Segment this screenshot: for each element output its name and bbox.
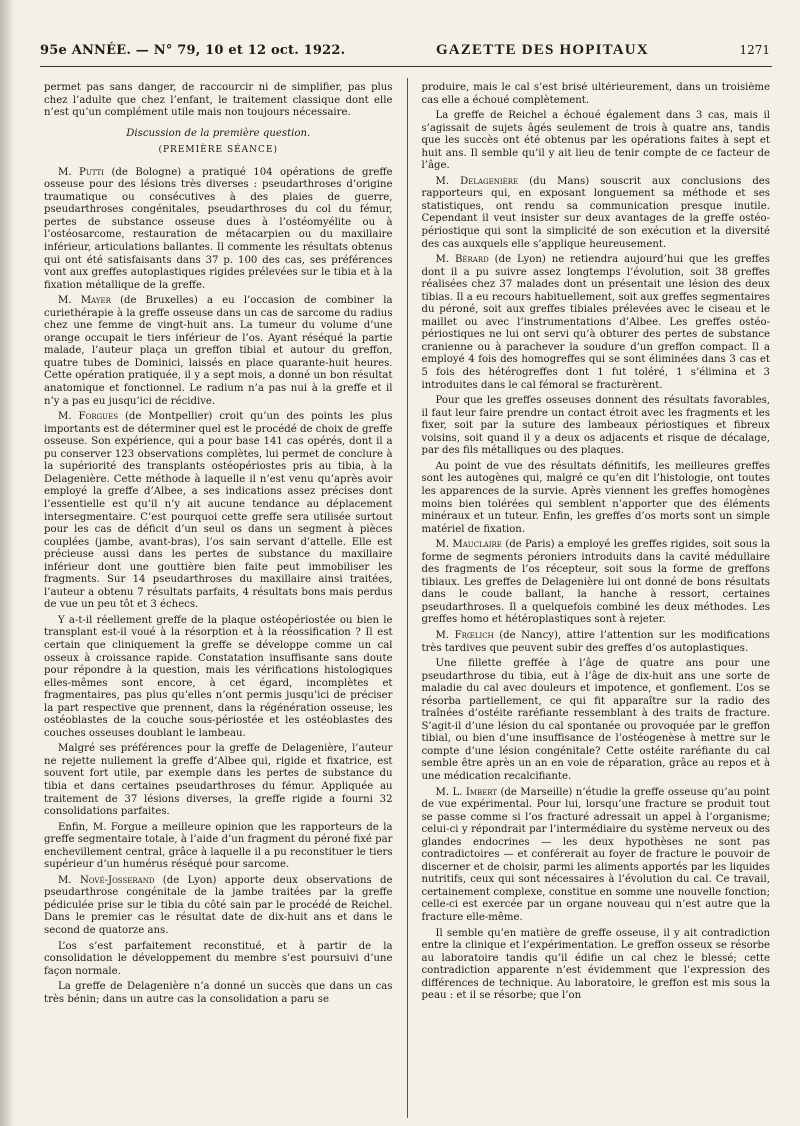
paragraph-text: (du Mans) souscrit aux conclusions des rapporteurs qui, en exposant longuement sa méthode et ses statistiques, ont rendu sa communication presque inutile. Cependant il veut insister sur deux avantages de la greffe ostéo-périostique qui sont la simplicité de son exécution et la diversité des cas auxquels elle s’applique heureusement. <box>421 175 770 250</box>
section-subheading: Discussion de la première question. <box>126 127 311 139</box>
binding-shadow <box>0 0 14 1126</box>
seance-label: (PREMIÈRE SÉANCE) <box>158 145 279 156</box>
speaker-name: M. Bérard <box>435 254 489 266</box>
paragraph <box>421 539 770 627</box>
paragraph-text: (de Montpellier) croit qu’un des points les plus importants est de déterminer quel est le procédé de choix de greffe osseuse. Son expérience, qui a pour base 141 cas opérés, dont il a pu conserver 123 observations complètes, lui permet de conclure à la supériorité des transplants ostéopériostes pris au tibia, à la Delagenière. Cette méthode à laquelle il n’est venu qu’après avoir employé la greffe d’Albee, a ses indications assez précises dont l’essentielle est qu’il n’y ait aucune tendance au déplacement intersegmentaire. C’est pourquoi cette greffe sera utilisée surtout pour les cas de déficit d’un seul os dans un segment à pièces couplées (jambe, avant-bras), l’os sain servant d’attelle. Elle est précieuse aussi dans les pertes de substance du maxillaire inférieur dont une gouttière bien faite peut immobiliser les fragments. Sur 14 pseudarthroses du maxillaire ainsi traitées, l’auteur a obtenu 7 résultats parfaits, 4 résultats bons mais perdus de vue un peu tôt et 3 échecs. <box>44 411 393 611</box>
speaker-name: M. Nové-Josserand <box>58 874 155 886</box>
speaker-name: M. Mayer <box>58 295 111 307</box>
speaker-name: M. Forgues <box>58 411 118 423</box>
speaker-name: M. Frœlich <box>435 629 494 641</box>
paragraph: Une fillette greffée à l’âge de quatre ans pour une pseudarthrose du tibia, eut à l’âge de dix-huit ans une sorte de maladie du cal avec douleurs et impotence, et gonflement. L’os se résorba partiellement, ce qui fit apparaître sur la radio des traînées d’ostéite raréfiante ressemblant à des traits de fracture. S’agit-il d’une lésion du cal spontanée ou provoquée par le greffon tibial, ou bien d’une insuffisance de l’ostéogenèse à mettre sur le compte d’une lésion congénitale? Cette ostéite raréfiante du cal semble être après un an en voie de réparation, grâce au repos et à une médication recalcifiante. <box>421 658 770 782</box>
paragraph-text: (de Lyon) ne retiendra aujourd’hui que les greffes dont il a pu suivre assez longtemps l’évolution, soit 38 greffes réalisées chez 37 malades dont un présentait une lésion des deux tibias. Il a eu recours habituellement, soit aux greffes segmentaires du péroné, soit aux greffes tibiales prélevées avec le ciseau et le maillet ou avec l’instrumentations d’Albee. Les greffes ostéo-périostiques ne lui ont servi qu’à obturer des pertes de substance cranienne ou à parachever la soudure d’un greffon compact. Il a employé 4 fois des homogreffes qui se sont éliminées dans 3 cas et 5 fois des hétérogreffes dont 1 fut toléré, 1 s’élimina et 3 introduites dans le cal fémoral se fracturèrent. <box>421 254 770 391</box>
paragraph: Au point de vue des résultats définitifs, les meilleures greffes sont les autogènes qui, malgré ce qu’en dit l’histologie, ont toutes les apparences de la survie. Après viennent les greffes homogènes moins bien tolérées qui semblent n’apporter que des éléments minéraux et un tuteur. Enfin, les greffes d’os morts sont un simple matériel de fixation. <box>421 460 770 535</box>
paragraph: Malgré ses préférences pour la greffe de Delagenière, l’auteur ne rejette nullement la greffe d’Albee qui, rigide et fixatrice, est souvent fort utile, par exemple dans les pertes de substance du tibia et dans certaines pseudarthroses du fémur. Appliquée au traitement de 37 lésions diverses, la greffe rigide a fourni 32 consolidations parfaites. <box>44 743 393 818</box>
issue-info: 95e ANNÉE. — N° 79, 10 et 12 oct. 1922. <box>40 43 346 58</box>
paragraph <box>421 787 770 925</box>
paragraph: La greffe de Reichel a échoué également dans 3 cas, mais il s’agissait de sujets âgés seulement de trois à quatre ans, tandis que les succès ont été obtenus par les opérations faites à sept et huit ans. Il semble qu’il y ait lieu de tenir compte de ce facteur de l’âge. <box>421 110 770 172</box>
speaker-name: M. Putti <box>58 166 104 178</box>
paragraph: Y a-t-il réellement greffe de la plaque ostéopériostée ou bien le transplant est-il voué à la résorption et à la réossification ? Il est certain que cliniquement la greffe se développe comme un cal osseux à croissance rapide. Constatation insuffisante sans doute pour répondre à la question, mais les vérifications histologiques elles-mêmes sont encore, à cet égard, incomplètes et fragmentaires, pas plus qu’elles n’ont permis jusqu’ici de préciser la part respective que prennent, dans la régénération osseuse, les ostéoblastes de la couche sous-périostée et les ostéoblastes des couches osseuses doublant le lambeau. <box>44 614 393 739</box>
paragraph-text: (de Paris) a employé les greffes rigides, soit sous la forme de segments péroniers introduits dans la cavité médullaire des fragments de l’os récepteur, soit sous la forme de greffons tibiaux. Les greffes de Delagenière lui ont donné de bons résultats dans le coude ballant, la hanche à ressort, certaines pseudarthroses. Il a quelquefois combiné les deux méthodes. Les greffes homo et hétéroplastiques sont à rejeter. <box>421 539 770 626</box>
paragraph <box>44 167 393 292</box>
left-column <box>44 82 393 1118</box>
right-column <box>421 82 770 1118</box>
speaker-name: M. Delagenière <box>435 175 519 187</box>
paragraph-text: (de Lyon) apporte deux observations de pseudarthrose congénitale de la jambe traitées par la greffe pédiculée prise sur le tibia du côté sain par le procédé de Reichel. Dans le premier cas le résultat date de dix-huit ans et dans le second de quatorze ans. <box>44 874 393 936</box>
text-columns <box>44 82 770 1118</box>
paragraph <box>44 295 393 408</box>
paragraph-text: (de Marseille) n’étudie la greffe osseuse qu’au point de vue expérimental. Pour lui, lorsqu’une fracture se produit tout se passe comme si l’os fracturé adressait un appel à l’organisme; celui-ci y répondrait par l’intermédiaire du système nerveux ou des glandes endocrines — les deux hypothèses ne sont pas contradictoires — et conférerait au foyer de fracture le pouvoir de discerner et de choisir, parmi les aliments apportés par les liquides nutritifs, ceux qui sont nécessaires à l’évolution du cal. Ce travail, certainement complexe, constitue en somme une nouvelle fonction; celle-ci est exercée par un organe nouveau qui n’est autre que la fracture elle-même. <box>421 786 770 923</box>
paragraph: Il semble qu’en matière de greffe osseuse, il y ait contradiction entre la clinique et l’expérimentation. Le greffon osseux se résorbe au laboratoire tandis qu’il édifie un cal chez le blessé; cette contradiction apparente n’est évidemment que l’expression des différences de technique. Au laboratoire, le greffon est mis sous la peau : et il se résorbe; que l’on <box>421 927 770 1002</box>
header-rule <box>40 66 772 67</box>
paragraph <box>421 176 770 251</box>
paragraph: La greffe de Delagenière n’a donné un succès que dans un cas très bénin; dans un autre cas la consolidation a paru se <box>44 981 393 1005</box>
page-number: 1271 <box>739 43 770 57</box>
running-header <box>40 42 770 66</box>
journal-title: GAZETTE DES HOPITAUX <box>435 42 649 58</box>
column-divider <box>407 78 408 1118</box>
paragraph <box>44 875 393 938</box>
paragraph-text: (de Nancy), attire l’attention sur les modifications très tardives que peuvent subir des greffes d’os autoplastiques. <box>421 629 770 654</box>
paragraph: Enfin, M. Forgue a meilleure opinion que les rapporteurs de la greffe segmentaire totale, à l’aide d’un fragment du péroné fixé par enchevillement central, grâce à laquelle il a pu reconstituer le tiers supérieur d’un humérus réséqué pour sarcome. <box>44 821 393 871</box>
paragraph-text: (de Bruxelles) a eu l’occasion de combiner la curiethérapie à la greffe osseuse dans un cas de sarcome du radius chez une femme de vingt-huit ans. La tumeur du volume d’une orange occupait le tiers inférieur de l’os. Ayant réséqué la partie malade, l’auteur plaça un greffon tibial et autour du greffon, quatre tubes de Dominici, laissés en place quarante-huit heures. Cette opération pratiquée, il y a sept mois, a donné un bon résultat anatomique et fonctionnel. Le radium n’a pas nui à la greffe et il n’y a pas eu jusqu’ici de récidive. <box>44 295 393 407</box>
speaker-name: M. L. Imbert <box>435 786 498 798</box>
paragraph <box>421 254 770 392</box>
paragraph <box>421 630 770 655</box>
paragraph-text: (de Bologne) a pratiqué 104 opérations de greffe osseuse pour des lésions très diverses : pseudarthroses d’origine traumatique ou consécutives à des plaies de guerre, pseudarthroses congénitales, pseudarthroses du col du fémur, pertes de substance osseuse dues à l’ostéomyélite ou à l’ostéosarcome, restauration de métacarpien ou du maxillaire inférieur, articulations ballantes. Il commente les résultats obtenus qui ont été satisfaisants dans 37 p. 100 des cas, ses préférences vont aux greffes autoplastiques rigides prélevées sur le tibia et à la fixation métallique de la greffe. <box>44 166 393 291</box>
paragraph <box>44 411 393 612</box>
paragraph: L’os s’est parfaitement reconstitué, et à partir de la consolidation le développement du membre s’est poursuivi d’une façon normale. <box>44 940 393 977</box>
speaker-name: M. Mauclaire <box>435 539 502 551</box>
paragraph: produire, mais le cal s’est brisé ultérieurement, dans un troisième cas elle a échoué complètement. <box>421 82 770 106</box>
paragraph: permet pas sans danger, de raccourcir ni de simplifier, pas plus chez l’adulte que chez l’enfant, le traitement classique dont elle n’est qu’un complément utile mais non toujours nécessaire. <box>44 82 393 119</box>
paragraph: Pour que les greffes osseuses donnent des résultats favorables, il faut leur faire prendre un contact étroit avec les fragments et les fixer, soit par la suture des lambeaux périostiques et fibreux voisins, soit quand il y a deux os adjacents et risque de décalage, par des fils métalliques ou des plaques. <box>421 395 770 457</box>
